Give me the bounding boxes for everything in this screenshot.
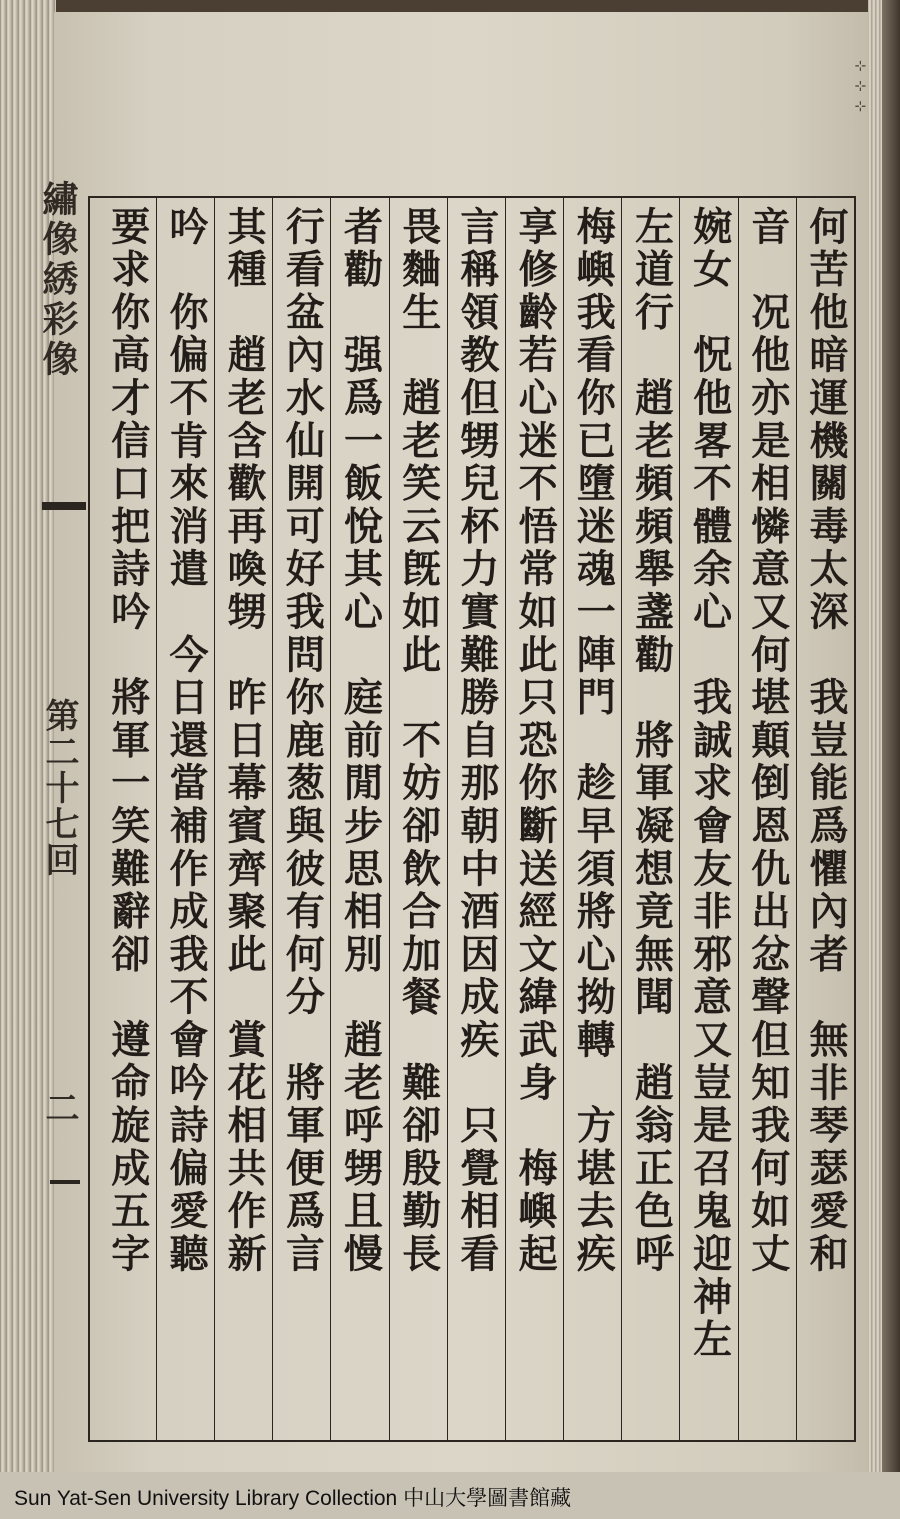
fish-tail-mark <box>42 502 86 700</box>
column-rule <box>505 198 506 1440</box>
text-column: 何苦他暗運機關毒太深 我豈能爲懼內者 無非琴瑟愛和 <box>802 206 849 1276</box>
banxin-divider <box>50 1180 80 1184</box>
text-column: 吟 你偏不肯來消遣 今日還當補作成我不會吟詩偏愛聽 <box>162 206 209 1276</box>
column-rule <box>679 198 680 1440</box>
page-edges-right <box>868 0 882 1480</box>
column-rule <box>214 198 215 1440</box>
column-rule <box>796 198 797 1440</box>
center-fold-banxin <box>37 180 86 1442</box>
text-column: 左道行 趙老頻頻舉盞勸 將軍凝想竟無聞 趙翁正色呼 <box>628 206 675 1276</box>
text-column: 畏麯生 趙老笑云旣如此 不妨卻飲合加餐 難卻殷勤長 <box>395 206 442 1276</box>
text-column: 梅嶼我看你已墮迷魂一陣門 趁早須將心拗轉 方堪去疾 <box>570 206 617 1276</box>
column-rule <box>738 198 739 1440</box>
text-column: 行看盆內水仙開可好我問你鹿葱與彼有何分 將軍便爲言 <box>279 206 326 1276</box>
column-rule <box>389 198 390 1440</box>
column-rule <box>447 198 448 1440</box>
column-rule <box>563 198 564 1440</box>
text-column: 音 况他亦是相憐意又何堪顛倒恩仇出忿聲但知我何如丈 <box>744 206 791 1276</box>
collection-caption: Sun Yat-Sen University Library Collection 中山大學圖書館藏 <box>14 1487 572 1510</box>
text-column: 要求你高才信口把詩吟 將軍一笑難辭卻 遵命旋成五字 <box>104 206 151 1276</box>
column-rule <box>330 198 331 1440</box>
margin-marks: ⊹ ⊹ ⊹ <box>852 60 868 115</box>
text-column: 其種 趙老含歡再喚甥 昨日幕賓齊聚此 賞花相共作新 <box>221 206 268 1276</box>
column-rule <box>156 198 157 1440</box>
column-rule <box>621 198 622 1440</box>
text-column: 婉女 怳他畧不體余心 我誠求會友非邪意又豈是召鬼迎神左 <box>686 206 733 1362</box>
column-rule <box>272 198 273 1440</box>
banxin-leaf-number: 二 <box>39 1090 79 1124</box>
banxin-chapter: 第二十七回 <box>39 698 79 878</box>
text-frame <box>88 196 856 1442</box>
text-column: 享修齡若心迷不悟常如此只恐你斷送經文緯武身 梅嶼起 <box>512 206 559 1276</box>
text-column: 者勸 强爲一飯悅其心 庭前閒步思相別 趙老呼甥且慢 <box>337 206 384 1276</box>
text-column: 言稱領教但甥兒杯力實難勝自那朝中酒因成疾 只覺相看 <box>453 206 500 1276</box>
banxin-title: 繡像綉彩像 <box>37 180 79 380</box>
scan-right-edge <box>882 0 900 1519</box>
